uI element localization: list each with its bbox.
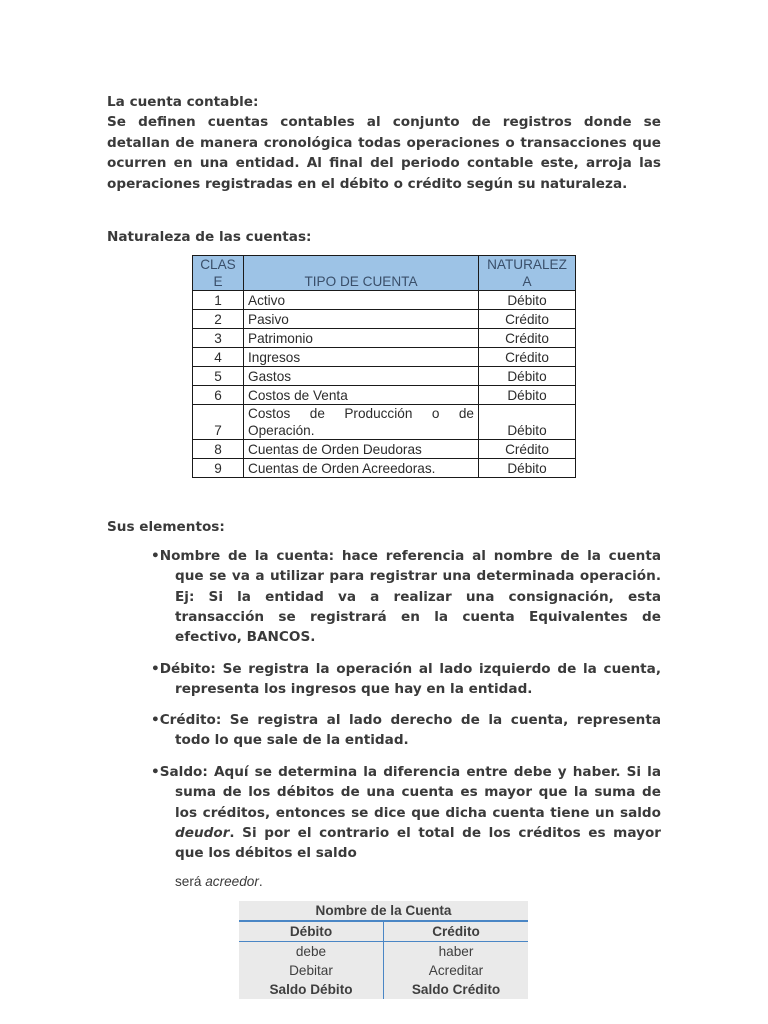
header-clase-label: CLASE [200, 257, 236, 289]
intro-paragraph: Se definen cuentas contables al conjunto de registros donde se detallan de manera cronológica todas operaciones o transacciones que ocurren en una entidad. Al final del periodo contable este, arroja las operaciones registradas en el débito o crédito según su naturaleza. [107, 114, 661, 192]
t-account-left-cell: debe [239, 942, 384, 962]
list-item [151, 762, 661, 863]
item-debito: Débito: Se registra la operación al lado izquierdo de la cuenta, representa los ingresos que hay en la entidad. [159, 661, 661, 698]
table-row [239, 961, 528, 980]
t-account-credito-header: Crédito [384, 921, 529, 942]
header-naturaleza [479, 256, 576, 291]
item-nombre: Nombre de la cuenta: hace referencia al nombre de la cuenta que se va a utilizar para registrar una determinada operación. Ej: Si la entidad va a realizar una consignación, esta transacción se registrará en la cuenta Equivalentes de efectivo, BANCOS. [159, 548, 661, 646]
list-item [151, 659, 661, 700]
item-credito: Crédito: Se registra al lado derecho de la cuenta, representa todo lo que sale de la entidad. [159, 712, 661, 749]
t-account-right-cell: haber [438, 944, 474, 959]
item-saldo-deudor: deudor [175, 824, 230, 841]
t-account-saldo-debito: Saldo Débito [239, 980, 384, 999]
bullet-marker: • [151, 712, 160, 728]
cell-clase: 5 [193, 367, 244, 386]
cell-clase: 2 [193, 310, 244, 329]
list-item-text [151, 710, 661, 751]
header-clase [193, 256, 244, 291]
elementos-heading: Sus elementos: [107, 519, 225, 535]
t-account-table [239, 901, 528, 999]
t-account-header-row [239, 921, 528, 942]
table-row [193, 310, 576, 329]
table-row [193, 329, 576, 348]
table-row [239, 942, 528, 962]
table-header-row [193, 256, 576, 291]
cell-tipo: Activo [244, 291, 479, 310]
cell-clase: 9 [193, 459, 244, 478]
cell-clase: 7 [193, 405, 244, 440]
cell-tipo: Costos de Producción o de Operación. [244, 405, 479, 440]
cell-tipo: Gastos [244, 367, 479, 386]
bullet-marker: • [151, 764, 160, 780]
cell-clase: 8 [193, 440, 244, 459]
cell-naturaleza: Crédito [479, 440, 576, 459]
item-saldo-before: Saldo: Aquí se determina la diferencia entre debe y haber. Si la suma de los débitos de una cuenta es mayor que la suma de los créditos, entonces se dice que dicha cuenta tiene un saldo [159, 764, 661, 821]
bullet-marker: • [151, 661, 160, 677]
cell-naturaleza: Crédito [479, 348, 576, 367]
header-tipo: TIPO DE CUENTA [244, 256, 479, 291]
cell-tipo: Cuentas de Orden Acreedoras. [244, 459, 479, 478]
list-item-text [151, 762, 661, 863]
bullet-marker: • [151, 548, 160, 564]
table-row [193, 459, 576, 478]
t-account-title: Nombre de la Cuenta [239, 901, 528, 921]
cell-clase: 4 [193, 348, 244, 367]
cell-naturaleza: Crédito [479, 310, 576, 329]
cell-clase: 3 [193, 329, 244, 348]
table-row [193, 405, 576, 440]
cell-naturaleza: Débito [479, 459, 576, 478]
cell-naturaleza: Crédito [479, 329, 576, 348]
saldo-tail [175, 874, 263, 889]
cell-naturaleza: Débito [479, 386, 576, 405]
list-item [151, 546, 661, 647]
cell-tipo: Cuentas de Orden Deudoras [244, 440, 479, 459]
t-account-saldo-credito: Saldo Crédito [411, 982, 501, 997]
t-account-right-cell: Acreditar [428, 963, 484, 978]
t-account-title-row [239, 901, 528, 921]
table-row [193, 291, 576, 310]
naturaleza-heading: Naturaleza de las cuentas: [107, 229, 312, 245]
t-account-debito-header: Débito [239, 921, 384, 942]
cell-clase: 1 [193, 291, 244, 310]
tail-suffix: . [258, 874, 263, 889]
list-item-text [151, 546, 661, 647]
cell-tipo: Costos de Venta [244, 386, 479, 405]
cell-naturaleza: Débito [479, 405, 576, 440]
item-saldo-after: . Si por el contrario el total de los créditos es mayor que los débitos el saldo [175, 824, 661, 862]
section-title-cuenta-contable: La cuenta contable: [107, 94, 259, 110]
cell-tipo: Ingresos [244, 348, 479, 367]
tail-acreedor: acreedor [205, 874, 259, 889]
header-naturaleza-label: NATURALEZA [487, 257, 567, 289]
cell-naturaleza: Débito [479, 367, 576, 386]
table-row [193, 386, 576, 405]
tail-prefix: será [175, 874, 206, 889]
t-account-left-cell: Debitar [239, 961, 384, 980]
cell-tipo: Pasivo [244, 310, 479, 329]
list-item [151, 710, 661, 751]
naturaleza-table [192, 255, 576, 478]
cell-naturaleza: Débito [479, 291, 576, 310]
cell-tipo: Patrimonio [244, 329, 479, 348]
table-row [193, 367, 576, 386]
t-account-footer-row [239, 980, 528, 999]
cell-clase: 6 [193, 386, 244, 405]
table-row [193, 440, 576, 459]
table-row [193, 348, 576, 367]
list-item-text [151, 659, 661, 700]
